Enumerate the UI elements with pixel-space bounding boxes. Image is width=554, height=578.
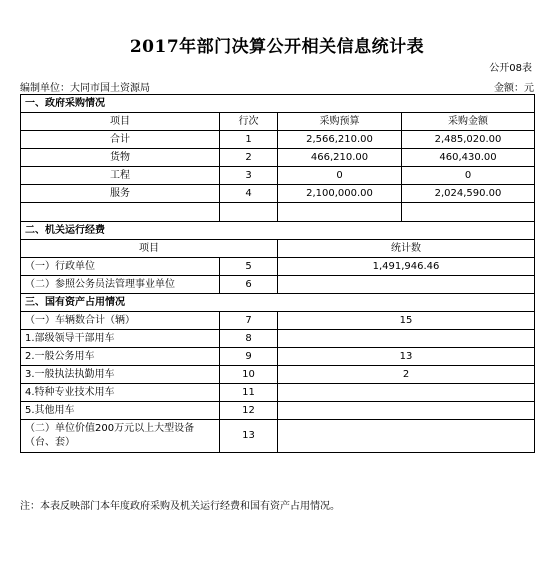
value-cell [278,276,535,294]
table-row [21,420,535,453]
amount-cell: 460,430.00 [402,149,535,167]
section-title: 一、政府采购情况 [21,95,535,113]
value-cell [278,384,535,402]
line-cell: 2 [220,149,278,167]
line-cell: 5 [220,258,278,276]
footnote: 注：本表反映部门本年度政府采购及机关运行经费和国有资产占用情况。 [20,501,340,512]
statistics-table [20,94,535,453]
column-header: 采购预算 [278,113,402,131]
item-cell: 货物 [21,149,220,167]
column-header: 项目 [21,240,278,258]
empty-cell [220,203,278,222]
column-header-row [21,240,535,258]
table-row [21,258,535,276]
table-row [21,131,535,149]
empty-cell [278,203,402,222]
table-code: 公开08表 [489,63,532,74]
item-cell: （二）参照公务员法管理事业单位 [21,276,220,294]
line-cell: 11 [220,384,278,402]
item-cell: 工程 [21,167,220,185]
line-cell: 13 [220,420,278,453]
item-cell: （一）行政单位 [21,258,220,276]
value-cell: 15 [278,312,535,330]
column-header: 采购金额 [402,113,535,131]
amount-cell: 2,485,020.00 [402,131,535,149]
budget-cell: 2,566,210.00 [278,131,402,149]
table-row [21,348,535,366]
column-header: 项目 [21,113,220,131]
amount-cell: 0 [402,167,535,185]
budget-cell: 0 [278,167,402,185]
item-cell: 合计 [21,131,220,149]
section-header-row [21,294,535,312]
line-cell: 9 [220,348,278,366]
table-row [21,149,535,167]
item-cell: （二）单位价值200万元以上大型设备（台、套） [21,420,220,453]
value-cell: 1,491,946.46 [278,258,535,276]
table-row [21,167,535,185]
amount-unit-label: 金额：元 [494,83,534,94]
amount-cell: 2,024,590.00 [402,185,535,203]
line-cell: 3 [220,167,278,185]
table-row [21,312,535,330]
line-cell: 10 [220,366,278,384]
section-title: 二、机关运行经费 [21,222,535,240]
table-row [21,330,535,348]
line-cell: 6 [220,276,278,294]
item-cell: 1.部级领导干部用车 [21,330,220,348]
table-row [21,384,535,402]
budget-cell: 2,100,000.00 [278,185,402,203]
value-cell [278,402,535,420]
table-row [21,276,535,294]
empty-row [21,203,535,222]
value-cell [278,330,535,348]
item-cell: 4.特种专业技术用车 [21,384,220,402]
value-cell: 2 [278,366,535,384]
line-cell: 12 [220,402,278,420]
item-cell: 3.一般执法执勤用车 [21,366,220,384]
item-cell: 2.一般公务用车 [21,348,220,366]
item-cell: （一）车辆数合计（辆） [21,312,220,330]
value-cell: 13 [278,348,535,366]
table-row [21,185,535,203]
column-header-row [21,113,535,131]
unit-label: 编制单位：大同市国土资源局 [20,83,150,94]
value-cell [278,420,535,453]
item-cell: 服务 [21,185,220,203]
column-header: 行次 [220,113,278,131]
column-header: 统计数 [278,240,535,258]
line-cell: 4 [220,185,278,203]
page-title: 2017年部门决算公开相关信息统计表 [129,37,425,57]
line-cell: 7 [220,312,278,330]
line-cell: 1 [220,131,278,149]
section-title: 三、国有资产占用情况 [21,294,535,312]
section-header-row [21,222,535,240]
line-cell: 8 [220,330,278,348]
budget-cell: 466,210.00 [278,149,402,167]
table-row [21,366,535,384]
empty-cell [402,203,535,222]
empty-cell [21,203,220,222]
item-cell: 5.其他用车 [21,402,220,420]
section-header-row [21,95,535,113]
table-row [21,402,535,420]
